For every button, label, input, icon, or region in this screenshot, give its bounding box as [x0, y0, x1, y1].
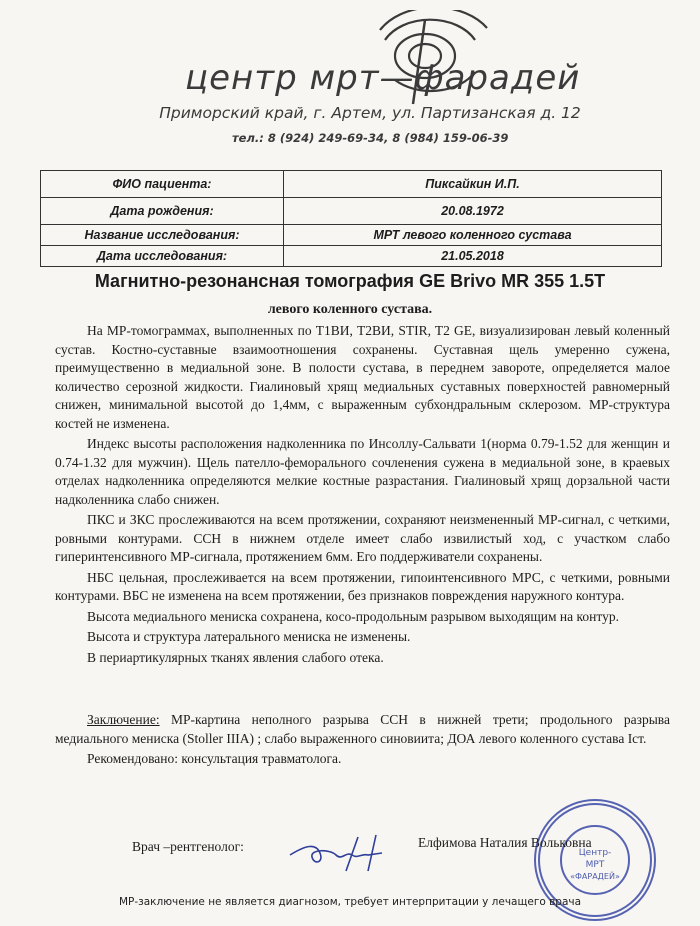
patient-name-label: ФИО пациента:	[41, 171, 284, 198]
study-date-value: 21.05.2018	[284, 246, 662, 267]
doctor-name: Елфимова Наталия Вольковна	[418, 835, 592, 850]
patient-info-table	[40, 170, 662, 267]
conclusion-label: Заключение:	[87, 712, 160, 727]
svg-text:«ФАРАДЕЙ»: «ФАРАДЕЙ»	[570, 872, 620, 881]
birth-date-value: 20.08.1972	[284, 198, 662, 225]
study-name-value: МРТ левого коленного сустава	[284, 225, 662, 246]
svg-text:Центр-: Центр-	[578, 848, 612, 858]
findings-paragraph-1: На МР-томограммах, выполненных по Т1ВИ, Т2ВИ, STIR, T2 GE, визуализирован левый коленный сустав. Костно-суставные взаимоотношения сохранены. Суставная щель умеренно сужена, преимущественно в медиальной зоне. В полости сустава, в переднем завороте, определяется малое количество серозной жидкости. Гиалиновый хрящ медиальных суставных поверхностей равномерный снижен, минимальной высотой до 1,4мм, с выраженным субхондральным склерозом. МР-структура костей не изменена.	[55, 323, 670, 431]
clinic-phone: тел.: 8 (924) 249-69-34, 8 (984) 159-06-39	[232, 131, 509, 145]
signature-block	[110, 835, 670, 875]
table-row	[41, 225, 662, 246]
clinic-logo-text: центр мрт—фарадей	[185, 58, 581, 98]
report-subtitle: левого коленного сустава.	[267, 302, 433, 317]
study-name-label: Название исследования:	[41, 225, 284, 246]
footer-disclaimer: МР-заключение не является диагнозом, требует интерпритации у лечащего врача	[118, 896, 582, 908]
table-row	[41, 246, 662, 267]
conclusion-paragraph	[55, 711, 670, 748]
table-row	[41, 198, 662, 225]
clinic-logo	[175, 10, 595, 110]
table-row	[41, 171, 662, 198]
clinic-address: Приморский край, г. Артем, ул. Партизанская д. 12	[159, 104, 581, 122]
report-title: Магнитно-резонансная томография GE Brivo MR 355 1.5T	[94, 271, 606, 291]
findings-paragraph-5: Высота медиального мениска сохранена, косо-продольным разрывом выходящим на контур.	[87, 608, 619, 624]
findings-paragraph-7: В периартикулярных тканях явления слабого отека.	[87, 649, 384, 665]
svg-text:МРТ: МРТ	[585, 860, 605, 870]
conclusion-text: МР-картина неполного разрыва ССН в нижней трети; продольного разрыва медиального мениска (Stoller IIIA) ; слабо выраженного синовиита; ДОА левого коленного сустава Iст.	[55, 712, 670, 746]
patient-name-value: Пиксайкин И.П.	[284, 171, 662, 198]
recommendation-text: Рекомендовано: консультация травматолога.	[87, 751, 342, 766]
doctor-role: Врач –рентгенолог:	[132, 839, 244, 854]
findings-paragraph-6: Высота и структура латерального мениска не изменены.	[87, 629, 411, 644]
findings-paragraph-2: Индекс высоты расположения надколенника по Инсоллу-Сальвати 1(норма 0.79-1.52 для женщин и 0.74-1.32 для мужчин). Щель пателло-феморального сочленения сужена в медиальной зоне, в краевых отделах надколенника определяются мелкие костные разрастания. Гиалиновый хрящ дорзальной части надколенника слабо снижен.	[55, 436, 670, 507]
study-date-label: Дата исследования:	[41, 246, 284, 267]
findings-paragraph-3: ПКС и ЗКС прослеживаются на всем протяжении, сохраняют неизмененный МР-сигнал, с четкими, ровными контурами. ССН в нижнем отделе имеет слабо извилистый ход, с участком слабо гиперинтенсивного МР-сигнала, протяжением 6мм. Его поддерживатели сохранены.	[55, 512, 670, 564]
handwritten-signature	[286, 831, 406, 875]
findings-paragraph-4: НБС цельная, прослеживается на всем протяжении, гипоинтенсивного МРС, с четкими, ровными контурами. ВБС не изменена на всем протяжении, без признаков повреждения наружного контура.	[55, 569, 670, 603]
birth-date-label: Дата рождения:	[41, 198, 284, 225]
report-body	[55, 322, 670, 769]
